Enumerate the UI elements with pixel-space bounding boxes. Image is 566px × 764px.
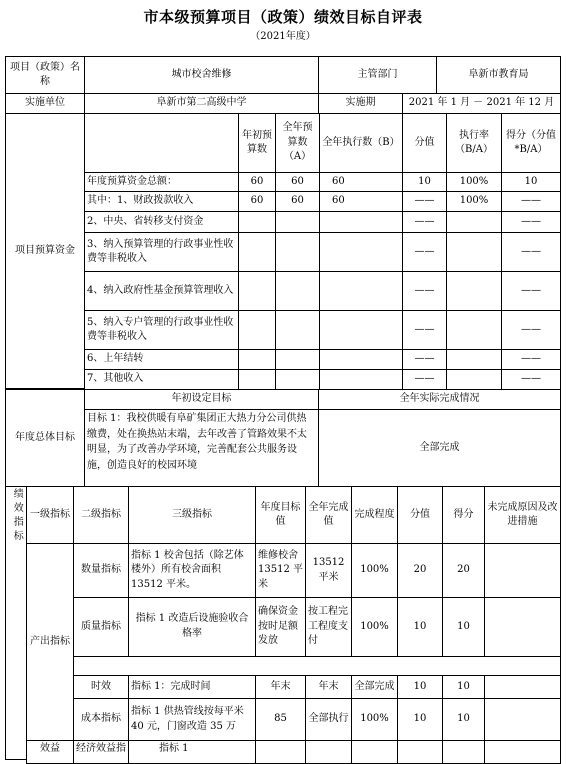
perf-benefit-points bbox=[442, 740, 485, 764]
budget-row-initial bbox=[238, 349, 276, 370]
budget-row-points: —— bbox=[501, 369, 561, 390]
budget-row-score: —— bbox=[402, 271, 447, 311]
perf-header-level1: 一级指标 bbox=[26, 486, 74, 544]
budget-section-label: 项目预算资金 bbox=[5, 113, 85, 389]
perf-header-degree: 完成程度 bbox=[351, 486, 398, 544]
perf-row-degree: 100% bbox=[351, 543, 398, 598]
project-name-label: 项目（政策）名称 bbox=[5, 56, 85, 94]
budget-row-score: —— bbox=[402, 349, 447, 370]
budget-col-score: 分值 bbox=[402, 113, 447, 173]
page-subtitle: （2021年度） bbox=[250, 31, 316, 42]
dept-label: 主管部门 bbox=[318, 56, 437, 94]
project-name: 城市校舍维修 bbox=[84, 56, 319, 94]
budget-row-rate bbox=[446, 349, 502, 370]
perf-header-score: 分值 bbox=[397, 486, 443, 544]
budget-row-annual bbox=[275, 211, 320, 233]
budget-row-label: 年度预算资金总额： bbox=[84, 172, 239, 192]
budget-row-score: —— bbox=[402, 211, 447, 233]
perf-row-reason bbox=[484, 698, 561, 741]
budget-row-initial: 60 bbox=[238, 191, 276, 212]
budget-row-score: 10 bbox=[402, 172, 447, 192]
perf-row-level2: 质量指标 bbox=[73, 597, 129, 657]
goals-initial-header: 年初设定目标 bbox=[84, 389, 319, 410]
perf-benefit-level2: 经济效益指 bbox=[73, 740, 129, 764]
budget-row-points: 10 bbox=[501, 172, 561, 192]
budget-row-label: 5、纳入专户管理的行政事业性收费等非税收入 bbox=[84, 310, 239, 350]
perf-row-level3: 指标 1 供热管线按每平米 40 元，门窗改造 35 万 bbox=[128, 698, 256, 741]
perf-row-score: 10 bbox=[397, 597, 443, 657]
perf-row-target: 维修校舍 13512 平米 bbox=[255, 543, 306, 598]
budget-row-score: —— bbox=[402, 369, 447, 390]
perf-row-score: 20 bbox=[397, 543, 443, 598]
budget-row-executed: 60 bbox=[319, 191, 403, 212]
budget-row-initial bbox=[238, 310, 276, 350]
perf-output-label: 产出指标 bbox=[26, 543, 74, 741]
perf-row-target: 年末 bbox=[255, 675, 306, 699]
budget-row-score: —— bbox=[402, 191, 447, 212]
perf-row-level2: 成本指标 bbox=[73, 698, 129, 741]
budget-row-initial bbox=[238, 232, 276, 272]
perf-row-level2: 数量指标 bbox=[73, 543, 129, 598]
perf-row-score: 10 bbox=[397, 675, 443, 699]
budget-row-initial bbox=[238, 211, 276, 233]
budget-row-label: 3、纳入预算管理的行政事业性收费等非税收入 bbox=[84, 232, 239, 272]
perf-row-actual: 年末 bbox=[305, 675, 352, 699]
perf-header-actual: 全年完成值 bbox=[305, 486, 352, 544]
budget-row-points: —— bbox=[501, 349, 561, 370]
perf-header-reason: 未完成原因及改进措施 bbox=[484, 486, 561, 544]
goals-initial-text: 目标 1：我校供暖有阜矿集团正大热力分公司供热缴费，处在换热站末端，去年改善了管路效果不太明显，为了改善办学环境，完善配套公共服务设施，创造良好的校园环境 bbox=[84, 409, 319, 487]
budget-row-rate bbox=[446, 271, 502, 311]
budget-row-rate bbox=[446, 369, 502, 390]
perf-row-reason bbox=[484, 597, 561, 657]
budget-row-initial: 60 bbox=[238, 172, 276, 192]
budget-row-points: —— bbox=[501, 310, 561, 350]
perf-benefit-target bbox=[255, 740, 306, 764]
perf-header-points: 得分 bbox=[442, 486, 485, 544]
perf-row-actual: 全部执行 bbox=[305, 698, 352, 741]
budget-row-annual bbox=[275, 349, 320, 370]
perf-row-degree: 100% bbox=[351, 698, 398, 741]
goals-actual-text: 全部完成 bbox=[318, 409, 561, 487]
budget-row-score: —— bbox=[402, 232, 447, 272]
page-title: 市本级预算项目（政策）绩效目标自评表 bbox=[143, 8, 423, 26]
budget-row-initial bbox=[238, 369, 276, 390]
perf-row-target: 确保资金按时足额发放 bbox=[255, 597, 306, 657]
budget-row-label: 6、上年结转 bbox=[84, 349, 239, 370]
budget-row-executed bbox=[319, 211, 403, 233]
perf-row-points: 20 bbox=[442, 543, 485, 598]
budget-header-blank bbox=[84, 113, 239, 173]
perf-row-score: 10 bbox=[397, 698, 443, 741]
budget-col-rate: 执行率（B/A） bbox=[446, 113, 502, 173]
perf-row-degree: 100% bbox=[351, 597, 398, 657]
budget-row-annual bbox=[275, 310, 320, 350]
budget-col-executed: 全年执行数（B） bbox=[319, 113, 403, 173]
perf-row-level3: 指标 1 改造后设施验收合格率 bbox=[128, 597, 256, 657]
perf-row-level2: 时效 bbox=[73, 675, 129, 699]
budget-row-annual: 60 bbox=[275, 172, 320, 192]
perf-spacer bbox=[73, 656, 561, 676]
budget-row-points: —— bbox=[501, 271, 561, 311]
perf-row-level3: 指标 1：完成时间 bbox=[128, 675, 256, 699]
perf-header-level3: 三级指标 bbox=[128, 486, 256, 544]
budget-row-executed: 60 bbox=[319, 172, 403, 192]
budget-row-label: 7、其他收入 bbox=[84, 369, 239, 390]
perf-benefit-actual bbox=[305, 740, 352, 764]
budget-row-executed bbox=[319, 369, 403, 390]
goals-actual-header: 全年实际完成情况 bbox=[318, 389, 561, 410]
budget-row-points: —— bbox=[501, 211, 561, 233]
dept-value: 阜新市教育局 bbox=[436, 56, 561, 94]
perf-row-points: 10 bbox=[442, 698, 485, 741]
budget-row-initial bbox=[238, 271, 276, 311]
budget-row-annual: 60 bbox=[275, 191, 320, 212]
perf-section-label: 绩效指标 bbox=[5, 486, 27, 760]
period-value: 2021 年 1 月 － 2021 年 12 月 bbox=[402, 93, 561, 114]
budget-row-executed bbox=[319, 349, 403, 370]
budget-row-points: —— bbox=[501, 232, 561, 272]
perf-row-actual: 13512 平米 bbox=[305, 543, 352, 598]
budget-row-annual bbox=[275, 232, 320, 272]
perf-row-points: 10 bbox=[442, 675, 485, 699]
perf-benefit-degree bbox=[351, 740, 398, 764]
budget-row-annual bbox=[275, 271, 320, 311]
period-label: 实施期 bbox=[318, 93, 403, 114]
perf-benefit-level3: 指标 1 bbox=[128, 740, 256, 764]
budget-col-initial: 年初预算数 bbox=[238, 113, 276, 173]
impl-unit-label: 实施单位 bbox=[5, 93, 85, 114]
perf-row-level3: 指标 1 校舍包括（除艺体楼外）所有校舍面积 13512 平米。 bbox=[128, 543, 256, 598]
impl-unit: 阜新市第二高级中学 bbox=[84, 93, 319, 114]
budget-row-label: 其中：1、财政拨款收入 bbox=[84, 191, 239, 212]
budget-row-executed bbox=[319, 310, 403, 350]
perf-row-points: 10 bbox=[442, 597, 485, 657]
budget-row-executed bbox=[319, 271, 403, 311]
perf-benefit-reason bbox=[484, 740, 561, 764]
budget-row-rate bbox=[446, 232, 502, 272]
budget-col-points: 得分（分值*B/A） bbox=[501, 113, 561, 173]
budget-col-annual: 全年预算数（A） bbox=[275, 113, 320, 173]
budget-row-rate: 100% bbox=[446, 172, 502, 192]
goals-section-label: 年度总体目标 bbox=[5, 389, 85, 487]
perf-header-target: 年度目标值 bbox=[255, 486, 306, 544]
perf-row-target: 85 bbox=[255, 698, 306, 741]
budget-row-points: —— bbox=[501, 191, 561, 212]
budget-row-label: 2、中央、省转移支付资金 bbox=[84, 211, 239, 233]
budget-row-score: —— bbox=[402, 310, 447, 350]
budget-row-annual bbox=[275, 369, 320, 390]
perf-row-reason bbox=[484, 675, 561, 699]
budget-row-rate bbox=[446, 211, 502, 233]
perf-benefit-score bbox=[397, 740, 443, 764]
budget-row-rate: 100% bbox=[446, 191, 502, 212]
perf-header-level2: 二级指标 bbox=[73, 486, 129, 544]
budget-row-rate bbox=[446, 310, 502, 350]
perf-row-actual: 按工程完工程度支付 bbox=[305, 597, 352, 657]
budget-row-label: 4、纳入政府性基金预算管理收入 bbox=[84, 271, 239, 311]
perf-row-degree: 全部完成 bbox=[351, 675, 398, 699]
perf-benefit-level1: 效益 bbox=[26, 740, 74, 764]
perf-row-reason bbox=[484, 543, 561, 598]
budget-row-executed bbox=[319, 232, 403, 272]
